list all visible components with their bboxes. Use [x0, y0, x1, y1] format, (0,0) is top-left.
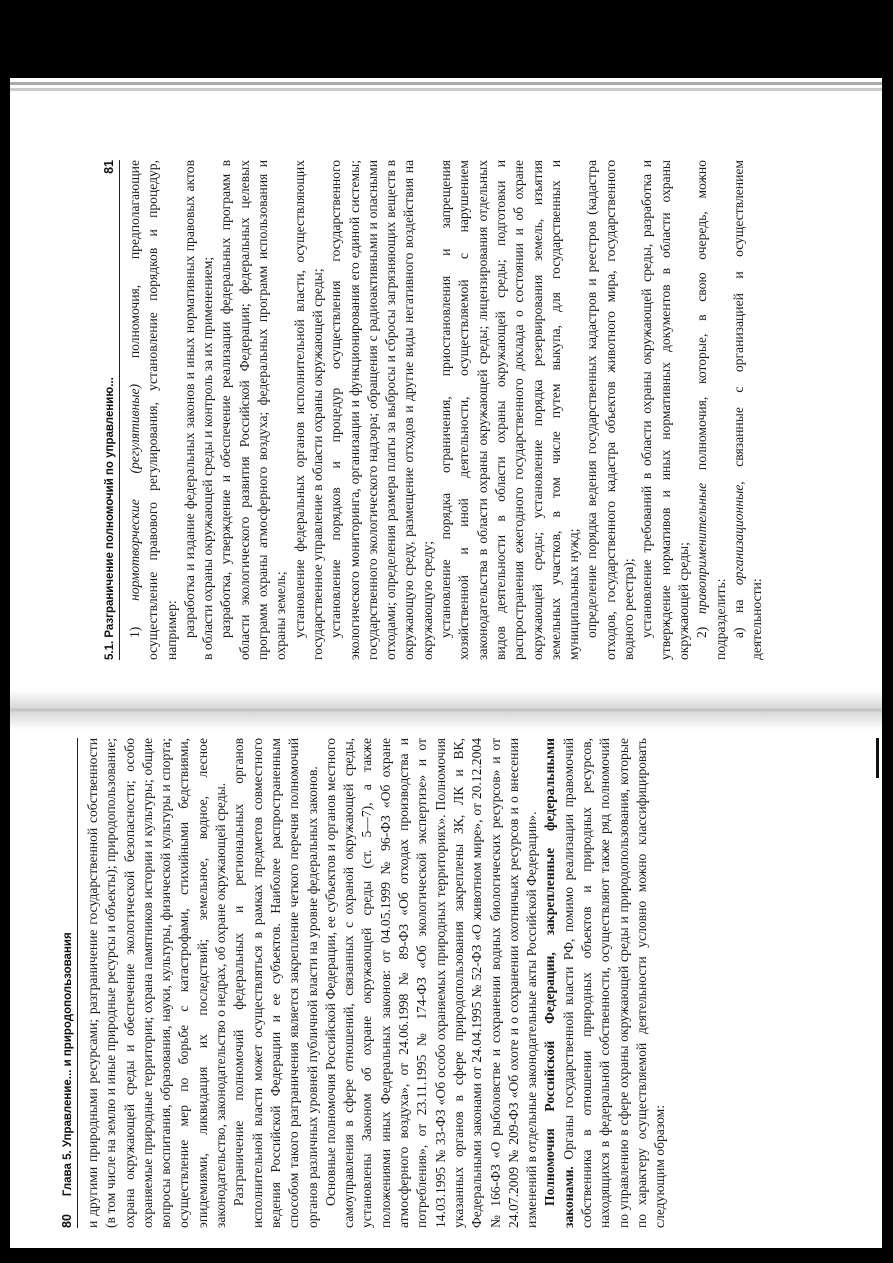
- emphasis-text: нормотворческие (регулятивные): [127, 383, 142, 601]
- running-head: Глава 5. Управление... и природопользования: [62, 932, 74, 1197]
- page-number: 80: [60, 1214, 74, 1228]
- page-header: [60, 738, 78, 1228]
- paragraph: определение порядка ведения государственных кадастров и реестров (кадастра отходов, государственного кадастра объектов животного мира, государственного водного реестра);: [584, 160, 637, 660]
- page-81: [102, 160, 802, 660]
- page-edge-line: [10, 82, 882, 85]
- book-spread: [10, 78, 882, 1248]
- page-body: [84, 738, 670, 1228]
- list-item: 1) нормотворческие (регулятивные) полномочия, предполагающие осуществление правового регулирования, установление порядков и процедур, например:: [127, 160, 179, 660]
- emphasis-text: организационные,: [730, 481, 746, 586]
- page-edge-line: [10, 88, 882, 91]
- list-item: 2) правоприменительные полномочия, которые, в свою очередь, можно подразделить:: [694, 160, 728, 660]
- paragraph: разработка и издание федеральных законов и иных нормативных правовых актов в области охраны окружающей среды и контроль за их применением;: [181, 160, 216, 660]
- list-item: а) на организационные, связанные с организацией и осуществлением деятельности:: [730, 160, 765, 660]
- page-header: [102, 160, 120, 660]
- page-80: [60, 738, 805, 1228]
- paragraph: установление порядка ограничения, приостановления и запрещения хозяйственной и иной деятельности, осуществляемой с нарушением законодательства в области охраны окружающей среды; лицензирования отдельных видов деятельности в области охраны окружающей среды; подготовки и распространения ежегодного государственного доклада о состоянии и об охране окружающей среды; установление порядка резервирования земель, изъятия земельных участков, в том числе путем выкупа, для государственных и муниципальных нужд;: [438, 160, 582, 660]
- page-number: 81: [102, 160, 116, 174]
- book-gutter: [10, 690, 882, 730]
- bold-heading: Полномочия Российской Федерации, закрепленные федеральными законами.: [542, 738, 576, 1228]
- paragraph: разработка, утверждение и обеспечение реализации федеральных программ в области экологического развития Российской Федерации; федеральных целевых программ охраны атмосферного воздуха; федеральных программ использования и охраны земель;: [218, 160, 289, 660]
- paragraph: установление требований в области охраны окружающей среды, разработка и утверждение нормативов и иных нормативных документов в области охраны окружающей среды;: [639, 160, 691, 660]
- page-body: [126, 160, 766, 660]
- paragraph: Основные полномочия Российской Федерации, ее субъектов и органов местного самоуправления в сфере отношений, связанных с охраной окружающей среды, установлены Законом об охране окружающей среды (ст. 5—7), а также положениями иных Федеральных законов: от 04.05.1999 № 96-ФЗ «Об охране атмосферного воздуха», от 24.06.1998 № 89-ФЗ «Об отходах производства и потребления», от 23.11.1995 № 174-ФЗ «Об экологической экспертизе» и от 14.03.1995 № 33-ФЗ «Об особо охраняемых природных территориях». Полномочия указанных органов в сфере природопользования закреплены ЗК, ЛК и ВК, Федеральными законами от 24.04.1995 № 52-ФЗ «О животном мире», от 20.12.2004 № 166-ФЗ «О рыболовстве и сохранении водных биологических ресурсов» и от 24.07.2009 № 209-ФЗ «Об охоте и о сохранении охотничьих ресурсов и о внесении изменений в отдельные законодательные акты Российской Федерации».: [322, 738, 540, 1228]
- paragraph: установление федеральных органов исполнительной власти, осуществляющих государственное управление в области охраны окружающей среды;: [291, 160, 325, 660]
- paragraph: Полномочия Российской Федерации, закрепленные федеральными законами. Органы государственной власти РФ, помимо реализации правомочий собственника в отношении природных объектов и природных ресурсов, находящихся в федеральной собственности, осуществляют также ряд полномочий по управлению в сфере охраны окружающей среды и природопользования, которые по характеру осуществляемой деятельности условно можно классифицировать следующим образом:: [542, 738, 668, 1228]
- paragraph: установление порядков и процедур осуществления государственного экологического мониторинга, организации и функционирования его единой системы; государственного экологического надзора; обращения с радиоактивными и опасными отходами; определения размера платы за выбросы и сбросы загрязняющих веществ в окружающую среду, размещение отходов и другие виды негативного воздействия на окружающую среду;: [328, 160, 435, 660]
- paragraph: Разграничение полномочий федеральных и региональных органов исполнительной власти может осуществляться в рамках предметов совместного ведения Российской Федерации и ее субъектов. Наиболее распространенным способом такого разграничения является закрепление четкого перечня полномочий органов различных уровней публичной власти на уровне федеральных законов.: [231, 738, 320, 1228]
- scan-artifact: [876, 738, 879, 778]
- scanner-dark-border: [0, 0, 893, 78]
- emphasis-text: правоприменительные: [694, 482, 710, 614]
- paragraph: и другими природными ресурсами; разграничение государственной собственности (в том числе на землю и иные природные ресурсы и объекты); природопользование; охрана окружающей среды и обеспечение экологической безопасности; особо охраняемые природные территории; охрана памятников истории и культуры; общие вопросы воспитания, образования, науки, культуры, физической культуры и спорта; осуществление мер по борьбе с катастрофами, стихийными бедствиями, эпидемиями, ликвидация их последствий; земельное, водное, лесное законодательство, законодательство о недрах, об охране окружающей среды.: [85, 738, 229, 1228]
- running-head: 5.1. Разграничение полномочий по управлению...: [104, 377, 116, 660]
